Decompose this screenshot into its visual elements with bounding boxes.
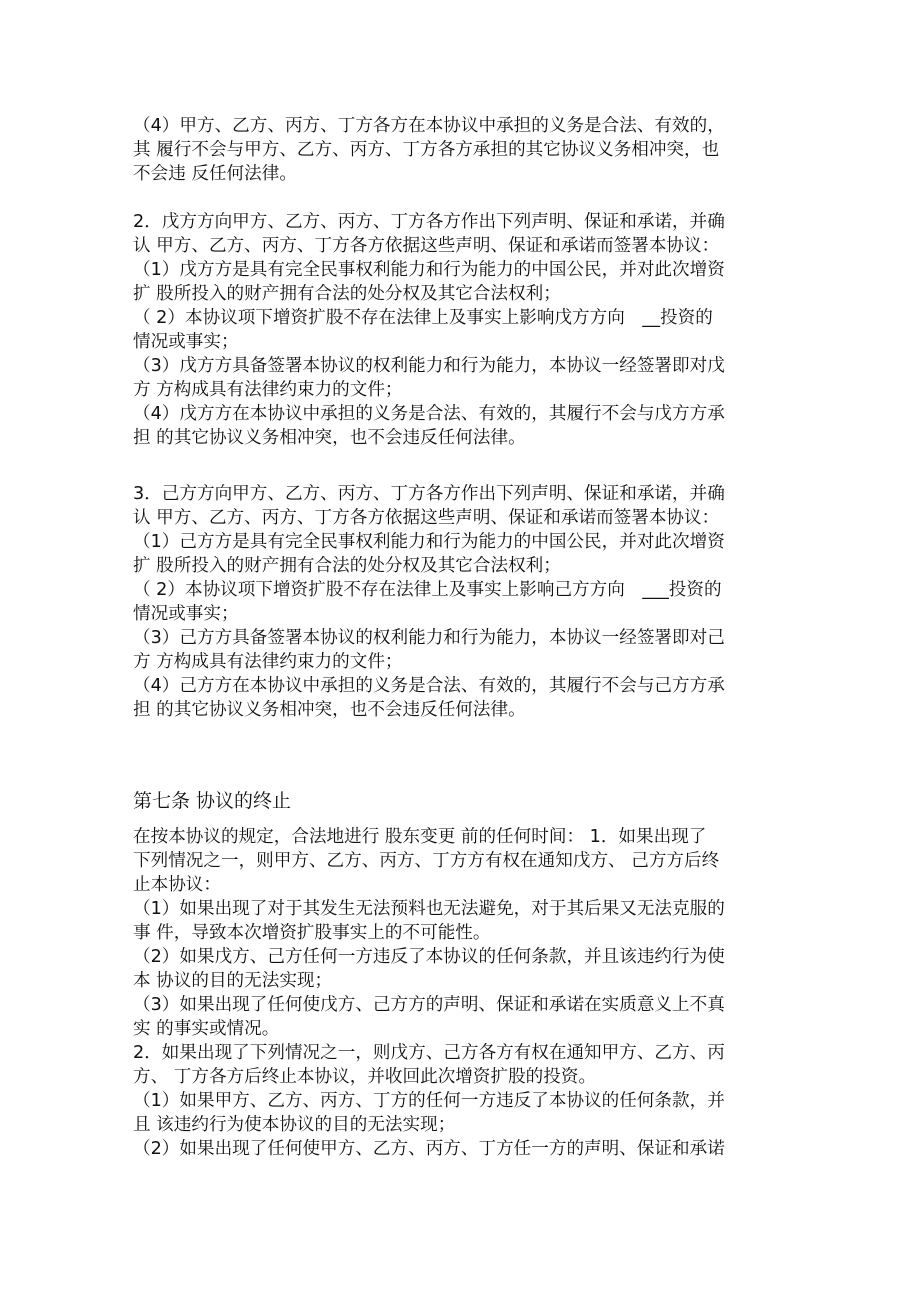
text-line: （3）戊方方具备签署本协议的权利能力和行为能力，本协议一经签署即对戊 [133, 356, 725, 376]
text-line: 扩 股所投入的财产拥有合法的处分权及其它合法权利； [133, 284, 561, 304]
text-line: 情况或事实； [133, 332, 239, 352]
text-line: （4）甲方、乙方、丙方、丁方各方在本协议中承担的义务是合法、有效的， [133, 116, 725, 136]
text-line: （3）如果出现了任何使戊方、己方方的声明、保证和承诺在实质意义上不真 [133, 995, 725, 1015]
text-line: 在按本协议的规定，合法地进行 股东变更 前的任何时间： 1．如果出现了 [133, 827, 707, 847]
text-line: （1）如果甲方、乙方、丙方、丁方的任何一方违反了本协议的任何条款，并 [133, 1091, 725, 1111]
text-line: （1）己方方是具有完全民事权利能力和行为能力的中国公民，并对此次增资 [133, 532, 725, 552]
text-line: （ 2）本协议项下增资扩股不存在法律上及事实上影响己方方向 ___投资的 [133, 580, 722, 600]
text-line: 方、 丁方各方后终止本协议，并收回此次增资扩股的投资。 [133, 1067, 597, 1087]
text-line: （ 2）本协议项下增资扩股不存在法律上及事实上影响戊方方向 __投资的 [133, 308, 713, 328]
text-line: 不会违 反任何法律。 [133, 164, 297, 184]
text-line: （4）戊方方在本协议中承担的义务是合法、有效的，其履行不会与戊方方承 [133, 404, 725, 424]
text-line: 3．己方方向甲方、乙方、丙方、丁方各方作出下列声明、保证和承诺，并确 [133, 484, 725, 504]
text-line: （4）己方方在本协议中承担的义务是合法、有效的，其履行不会与己方方承 [133, 676, 725, 696]
text-line: 2．戊方方向甲方、乙方、丙方、丁方各方作出下列声明、保证和承诺，并确 [133, 212, 725, 232]
text-line: 且 该违约行为使本协议的目的无法实现； [133, 1115, 456, 1135]
text-line: （2）如果戊方、己方任何一方违反了本协议的任何条款，并且该违约行为使 [133, 947, 725, 967]
text-line: 情况或事实； [133, 604, 239, 624]
text-line: 担 的其它协议义务相冲突，也不会违反任何法律。 [133, 428, 526, 448]
text-line: 本 协议的目的无法实现； [133, 971, 333, 991]
text-line: 方 方构成具有法律约束力的文件； [133, 652, 403, 672]
text-line: （2）如果出现了任何使甲方、乙方、丙方、丁方任一方的声明、保证和承诺 [133, 1139, 725, 1159]
text-line: 事 件，导致本次增资扩股事实上的不可能性。 [133, 923, 491, 943]
text-line: 2．如果出现了下列情况之一，则戊方、己方各方有权在通知甲方、乙方、丙 [133, 1043, 725, 1063]
text-line: 认 甲方、乙方、丙方、丁方各方依据这些声明、保证和承诺而签署本协议： [133, 508, 720, 528]
text-line: 止本协议： [133, 875, 221, 895]
text-line: （1）如果出现了对于其发生无法预料也无法避免，对于其后果又无法克服的 [133, 899, 725, 919]
text-line: 认 甲方、乙方、丙方、丁方各方依据这些声明、保证和承诺而签署本协议： [133, 236, 720, 256]
text-line: 方 方构成具有法律约束力的文件； [133, 380, 403, 400]
text-line: 实 的事实或情况。 [133, 1019, 280, 1039]
article-heading: 第七条 协议的终止 [133, 790, 292, 812]
text-line: （3）己方方具备签署本协议的权利能力和行为能力，本协议一经签署即对己 [133, 628, 725, 648]
text-line: 扩 股所投入的财产拥有合法的处分权及其它合法权利； [133, 556, 561, 576]
text-line: 下列情况之一，则甲方、乙方、丙方、丁方方有权在通知戊方、 己方方后终 [133, 851, 720, 871]
text-line: 其 履行不会与甲方、乙方、丙方、丁方各方承担的其它协议义务相冲突，也 [133, 140, 720, 160]
text-line: （1）戊方方是具有完全民事权利能力和行为能力的中国公民，并对此次增资 [133, 260, 725, 280]
text-line: 担 的其它协议义务相冲突，也不会违反任何法律。 [133, 700, 526, 720]
